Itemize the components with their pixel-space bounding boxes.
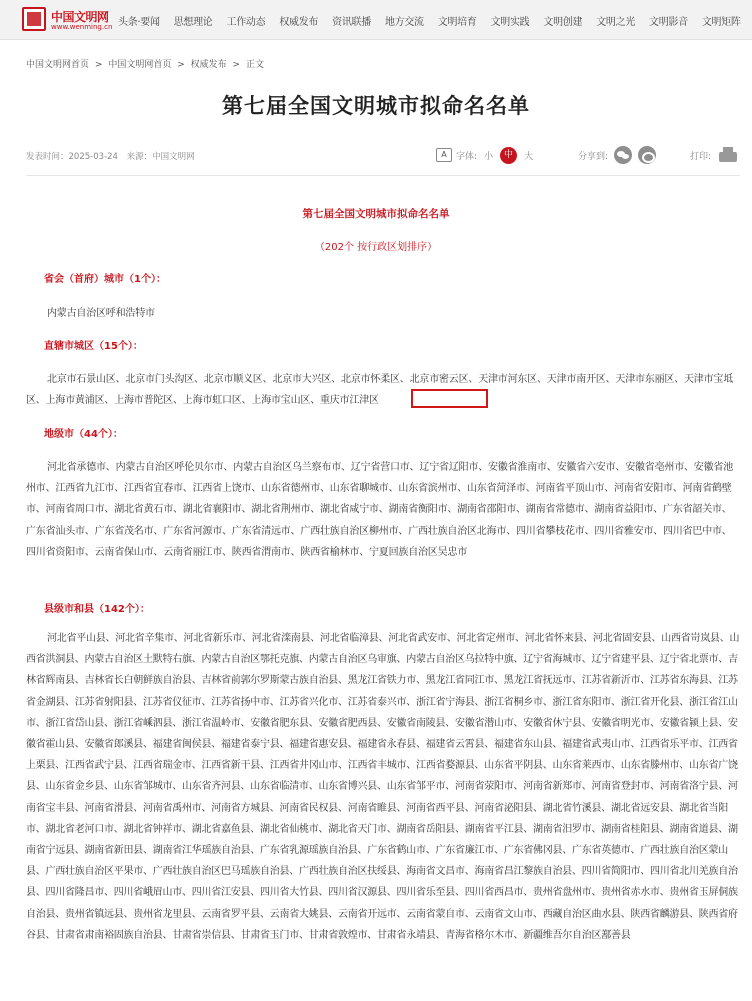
- site-logo[interactable]: [22, 7, 112, 34]
- font-label: 字体:: [456, 151, 478, 162]
- section-heading-county-cities: 县级市和县（142个）：: [44, 604, 150, 615]
- nav-item-theory[interactable]: 思想理论: [173, 16, 213, 28]
- font-small-button[interactable]: 小: [484, 151, 494, 162]
- breadcrumb-sep: >: [94, 60, 103, 70]
- page-title: 第七届全国文明城市拟命名名单: [222, 94, 530, 118]
- nav-item-matrix[interactable]: 文明矩阵: [701, 16, 741, 28]
- section-heading-municipal-districts: 直辖市城区（15个）：: [44, 341, 143, 352]
- font-large-button[interactable]: 大: [524, 151, 534, 162]
- nav-item-practice[interactable]: 文明实践: [490, 16, 530, 28]
- breadcrumb-home-2[interactable]: 中国文明网首页: [108, 60, 172, 70]
- article-subtitle: （202个 按行政区划排序）: [314, 242, 438, 253]
- breadcrumb-sep: >: [177, 60, 185, 70]
- nav-item-media[interactable]: 文明影音: [649, 16, 688, 28]
- breadcrumb-home-1[interactable]: 中国文明网首页: [26, 60, 90, 70]
- article-title: 第七届全国文明城市拟命名名单: [302, 208, 450, 220]
- section-body-provincial-capital: 内蒙古自治区呼和浩特市: [47, 308, 155, 319]
- nav-item-headlines[interactable]: 头条·要闻: [118, 16, 160, 28]
- breadcrumb-sep: >: [232, 60, 241, 70]
- logo-url: www.wenming.cn: [51, 23, 113, 31]
- article-source: 来源：中国文明网: [126, 152, 195, 162]
- print-icon[interactable]: [719, 147, 737, 163]
- nav-item-light[interactable]: 文明之光: [596, 16, 635, 28]
- article-meta: [26, 150, 201, 162]
- font-aa-icon: A: [436, 148, 452, 162]
- section-body-municipal-districts: 北京市石景山区、北京市门头沟区、北京市顺义区、北京市大兴区、北京市怀柔区、北京市密云区、天津市河东区、天津市南开区、天津市东丽区、天津市宝坻区、上海市黄浦区、上海市普陀区、上海市虹口区、上海市宝山区、重庆市江津区: [26, 374, 733, 407]
- highlight-box: [411, 389, 488, 408]
- nav-item-local[interactable]: 地方交流: [384, 16, 424, 28]
- main-nav: [118, 0, 752, 40]
- share-tool: [578, 145, 656, 165]
- nav-item-creation[interactable]: 文明创建: [543, 16, 583, 28]
- section-body-county-cities: 河北省平山县、河北省辛集市、河北省新乐市、河北省滦南县、河北省临漳县、河北省武安市、河北省定州市、河北省怀来县、河北省固安县、山西省岢岚县、山西省洪洞县、内蒙古自治区土默特右旗、内蒙古自治区鄂托克旗、内蒙古自治区乌审旗、内蒙古自治区乌拉特中旗、辽宁省海城市、辽宁省建平县、辽宁省北票市、吉林省辉南县、吉林省长白朝鲜族自治县、吉林省前郭尔罗斯蒙古族自治县、黑龙江省铁力市、黑龙江省同江市、黑龙江省抚远市、江苏省新沂市、江苏省东海县、江苏省金湖县、江苏省射阳县、江苏省仪征市、江苏省扬中市、江苏省兴化市、江苏省泰兴市、浙江省宁海县、浙江省桐乡市、浙江省东阳市、浙江省开化县、浙江省江山市、浙江省岱山县、浙江省嵊泗县、浙江省温岭市、安徽省肥东县、安徽省肥西县、安徽省南陵县、安徽省潜山市、安徽省休宁县、安徽省明光市、安徽省颍上县、安徽省霍山县、安徽省郎溪县、福建省闽侯县、福建省泰宁县、福建省惠安县、福建省永春县、福建省云霄县、福建省东山县、福建省武夷山市、江西省乐平市、江西省上栗县、江西省武宁县、江西省瑞金市、江西省新干县、江西省井冈山市、江西省丰城市、江西省婺源县、山东省平阴县、山东省莱西市、山东省滕州市、山东省广饶县、山东省金乡县、山东省邹城市、山东省齐河县、山东省临清市、山东省博兴县、山东省邹平市、河南省荥阳市、河南省新郑市、河南省登封市、河南省洛宁县、河南省宝丰县、河南省滑县、河南省禹州市、河南省方城县、河南省民权县、河南省睢县、河南省西平县、河南省泌阳县、湖北省竹溪县、湖北省远安县、湖北省当阳市、湖北省老河口市、湖北省钟祥市、湖北省嘉鱼县、湖北省仙桃市、湖北省天门市、湖南省岳阳县、湖南省平江县、湖南省汨罗市、湖南省桂阳县、湖南省道县、湖南省宁远县、湖南省新田县、湖南省江华瑶族自治县、广东省乳源瑶族自治县、广东省鹤山市、广东省廉江市、广东省佛冈县、广东省英德市、广西壮族自治区蒙山县、广西壮族自治区平果市、广西壮族自治区巴马瑶族自治县、广西壮族自治区扶绥县、海南省文昌市、海南省昌江黎族自治县、四川省简阳市、四川省北川羌族自治县、四川省隆昌市、四川省峨眉山市、四川省江安县、四川省大竹县、四川省汉源县、四川省乐至县、四川省西昌市、贵州省盘州市、贵州省赤水市、贵州省玉屏侗族自治县、贵州省镇远县、贵州省龙里县、云南省罗平县、云南省大姚县、云南省开远市、云南省蒙自市、云南省文山市、西藏自治区曲水县、陕西省麟游县、陕西省府谷县、甘肃省肃南裕固族自治县、甘肃省崇信县、甘肃省玉门市、甘肃省敦煌市、甘肃省永靖县、青海省格尔木市、新疆维吾尔自治区鄯善县: [26, 633, 740, 941]
- logo-name: 中国文明网: [51, 10, 109, 24]
- font-size-tool: [436, 145, 540, 165]
- section-heading-prefecture-cities: 地级市（44个）：: [44, 429, 123, 440]
- breadcrumb-authority[interactable]: 权威发布: [190, 60, 227, 70]
- section-heading-provincial-capital: 省会（首府）城市（1个）：: [44, 274, 166, 285]
- breadcrumb: [26, 57, 267, 70]
- nav-item-cultivation[interactable]: 文明培育: [437, 16, 477, 28]
- nav-item-work[interactable]: 工作动态: [226, 16, 266, 28]
- nav-item-news[interactable]: 资讯联播: [332, 16, 371, 28]
- publish-time: 发表时间：2025-03-24: [26, 152, 118, 162]
- nav-item-authority[interactable]: 权威发布: [279, 16, 319, 28]
- breadcrumb-current: 正文: [245, 60, 264, 70]
- font-medium-button[interactable]: 中: [500, 147, 517, 164]
- top-nav-bar: [0, 0, 752, 40]
- wechat-icon[interactable]: [614, 146, 632, 164]
- share-label: 分享到:: [578, 151, 609, 162]
- print-tool: [690, 145, 737, 165]
- logo-seal-icon: [22, 7, 46, 31]
- print-label: 打印:: [690, 151, 712, 162]
- section-body-prefecture-cities: 河北省承德市、内蒙古自治区呼伦贝尔市、内蒙古自治区乌兰察布市、辽宁省营口市、辽宁省辽阳市、安徽省淮南市、安徽省六安市、安徽省亳州市、安徽省池州市、江西省九江市、江西省宜春市、江西省上饶市、山东省德州市、山东省聊城市、山东省滨州市、山东省菏泽市、河南省平顶山市、河南省安阳市、河南省鹤壁市、河南省周口市、湖北省黄石市、湖北省襄阳市、湖北省荆州市、湖北省咸宁市、湖南省衡阳市、湖南省邵阳市、湖南省常德市、湖南省益阳市、广东省韶关市、广东省汕头市、广东省茂名市、广东省河源市、广东省清远市、广西壮族自治区柳州市、广西壮族自治区北海市、四川省攀枝花市、四川省雅安市、四川省巴中市、四川省资阳市、云南省保山市、云南省丽江市、陕西省渭南市、陕西省榆林市、宁夏回族自治区吴忠市: [26, 462, 733, 558]
- divider: [26, 175, 740, 176]
- weibo-icon[interactable]: [638, 146, 656, 164]
